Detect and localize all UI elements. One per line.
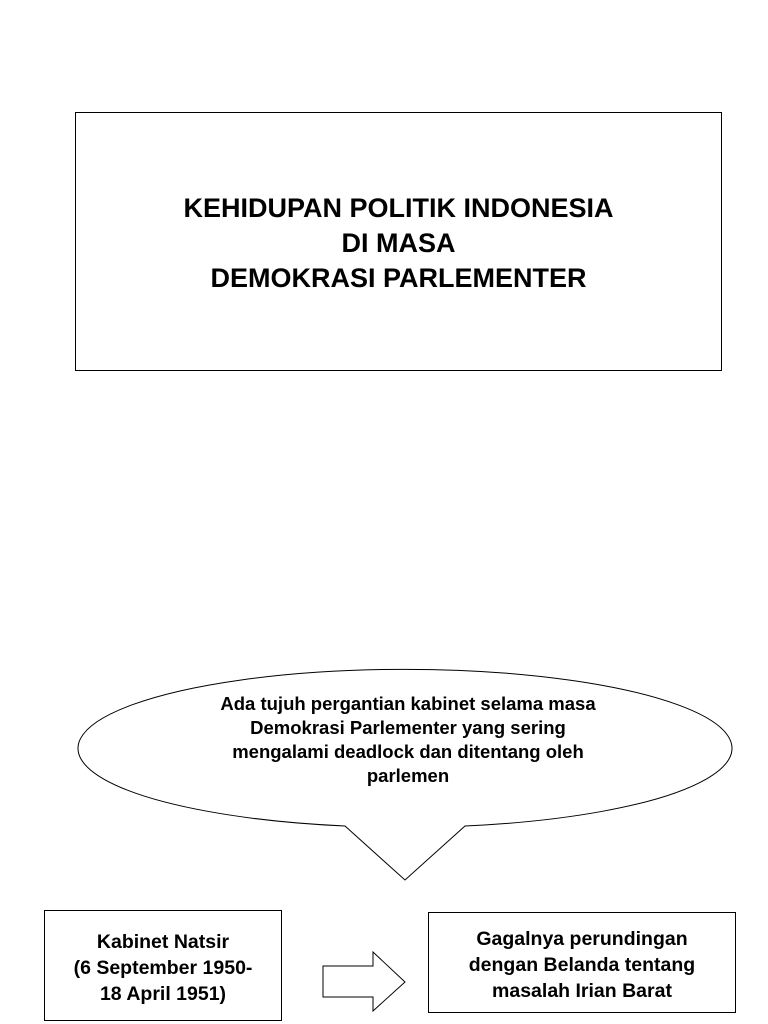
title-line: DEMOKRASI PARLEMENTER: [210, 263, 587, 293]
callout-line: mengalami deadlock dan ditentang oleh: [232, 741, 584, 762]
callout-line: Ada tujuh pergantian kabinet selama masa: [220, 693, 596, 714]
title-line: KEHIDUPAN POLITIK INDONESIA: [183, 193, 614, 223]
right-arrow: [323, 952, 405, 1011]
title-line: DI MASA: [341, 228, 456, 258]
result-line: masalah Irian Barat: [492, 980, 672, 1002]
cabinet-box: [44, 910, 282, 1021]
callout-text: [180, 692, 636, 788]
callout-line: parlemen: [366, 765, 450, 786]
cabinet-line: (6 September 1950-: [73, 957, 253, 979]
cabinet-line: Kabinet Natsir: [96, 931, 230, 953]
result-line: dengan Belanda tentang: [468, 954, 696, 976]
result-box: [428, 912, 736, 1013]
cabinet-line: 18 April 1951): [99, 983, 227, 1005]
result-line: Gagalnya perundingan: [476, 928, 688, 950]
callout-line: Demokrasi Parlementer yang sering: [250, 717, 566, 738]
